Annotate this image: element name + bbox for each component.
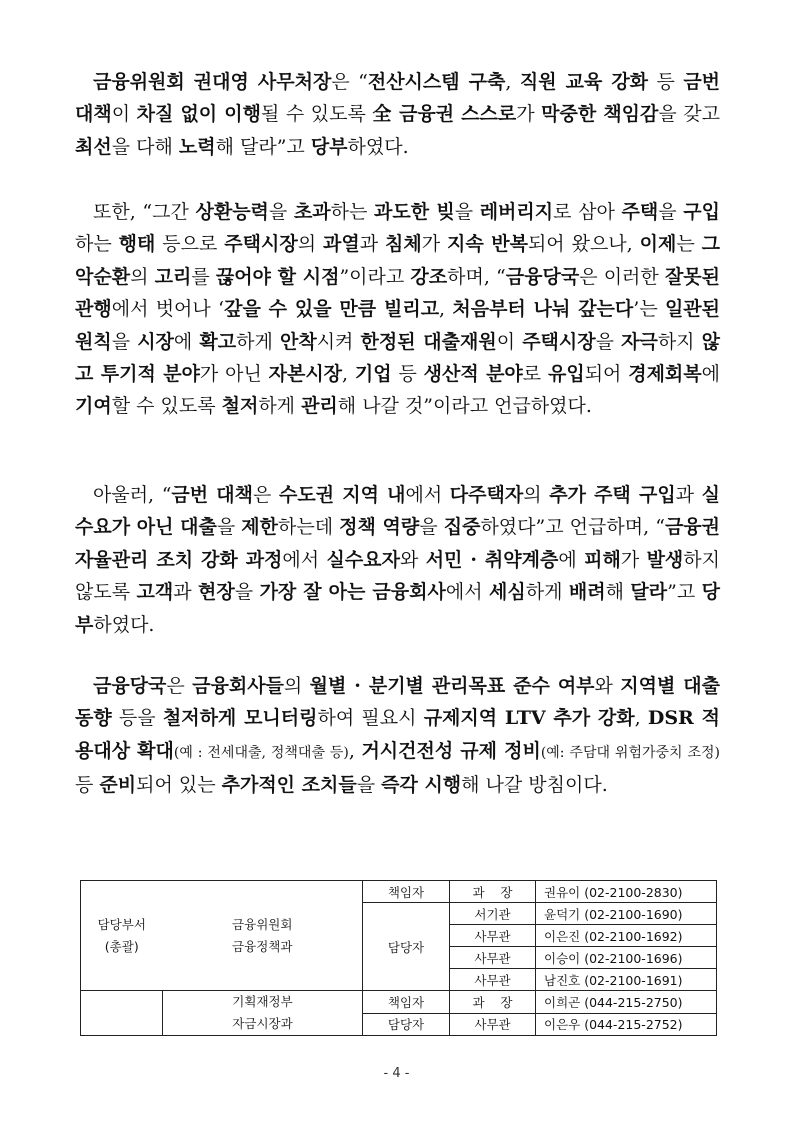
- body-text: 은: [253, 484, 279, 506]
- body-text: 하여 필요시: [317, 707, 424, 730]
- body-text: 의: [297, 233, 323, 256]
- dept-label-cell: [81, 991, 163, 1036]
- emphasis-text: 막중한 책임감: [541, 103, 659, 126]
- paragraph-4: [75, 670, 720, 802]
- body-text: (예 : 전세대출, 정책대출 등): [173, 744, 349, 761]
- emphasis-text: 생산적 분야: [423, 363, 523, 386]
- emphasis-text: 금융당국: [505, 265, 580, 288]
- body-text: 을: [216, 516, 242, 539]
- body-text: 을: [234, 581, 260, 604]
- emphasis-text: 초과: [293, 201, 331, 223]
- role-cell: 담당자: [363, 903, 450, 991]
- body-text: 해: [605, 581, 631, 604]
- emphasis-text: 확고: [199, 330, 237, 353]
- body-text: 과: [173, 581, 199, 604]
- emphasis-text: 규제지역 LTV 추가 강화: [423, 707, 635, 730]
- body-text: 하며, “: [447, 265, 506, 288]
- emphasis-text: 잘못된 관행: [75, 265, 720, 321]
- title-cell: 과 장: [450, 881, 536, 903]
- emphasis-text: 현장: [198, 581, 235, 604]
- body-text: 과: [675, 484, 702, 506]
- emphasis-text: 철저: [221, 395, 259, 418]
- emphasis-text: 차질 없이 이행: [136, 103, 261, 126]
- title-cell: 사무관: [450, 925, 536, 947]
- body-text: 또한, “그간: [93, 201, 196, 223]
- emphasis-text: 상환능력: [195, 201, 269, 223]
- emphasis-text: 금번 대책: [171, 484, 254, 506]
- emphasis-text: 기업: [354, 363, 392, 386]
- body-text: 의: [130, 265, 155, 288]
- emphasis-text: 침체: [385, 233, 422, 256]
- emphasis-text: 끊어야 할 시점: [215, 265, 340, 288]
- body-text: 을 갖고: [658, 103, 720, 126]
- dept-label-cell: [81, 881, 163, 991]
- body-text: 되어 있는: [136, 774, 222, 797]
- emphasis-text: 제한: [241, 516, 278, 539]
- body-text: 하게: [258, 395, 302, 418]
- emphasis-text: 추가적인 조치들: [221, 774, 357, 797]
- body-text: 이: [496, 330, 523, 353]
- body-text: ,: [348, 739, 362, 762]
- body-text: 등으로: [155, 233, 225, 256]
- body-text: 로 삼아: [553, 201, 622, 223]
- emphasis-text: 지역별 대출동향: [75, 675, 720, 730]
- title-cell: 서기관: [450, 903, 536, 925]
- name-phone-cell: 윤덕기 (02-2100-1690): [536, 903, 717, 925]
- emphasis-text: 가장 잘 아는 금융회사: [259, 581, 446, 604]
- body-text: 의: [283, 675, 310, 697]
- emphasis-text: 배려: [568, 581, 606, 604]
- emphasis-text: 지속 반복: [447, 233, 528, 256]
- table-row: [81, 881, 717, 903]
- body-text: 하게: [525, 581, 569, 604]
- body-text: ’는: [633, 298, 665, 321]
- page-number: - 4 -: [383, 1066, 410, 1081]
- body-text: 은: [166, 675, 193, 697]
- body-text: 을: [454, 201, 480, 223]
- role-cell: 책임자: [363, 991, 450, 1014]
- body-text: 은 이러한: [579, 265, 665, 288]
- body-text: 가 아닌: [199, 363, 269, 386]
- body-text: 하는데: [278, 516, 340, 539]
- emphasis-text: 월별 · 분기별 관리목표 준수 여부: [309, 675, 595, 697]
- emphasis-text: 서민 · 취약계층: [425, 548, 559, 571]
- fsc-org-name: 금융위원회: [232, 916, 293, 932]
- dept-sublabel: (총괄): [104, 938, 139, 954]
- emphasis-text: 안착: [279, 330, 317, 353]
- body-text: 과: [359, 233, 386, 256]
- emphasis-text: 직원 교육 강화: [519, 71, 649, 93]
- body-text: 될 수 있도록: [260, 103, 373, 126]
- body-text: 를: [191, 265, 216, 288]
- paragraph-2: [75, 196, 720, 423]
- body-text: 에: [173, 330, 200, 353]
- emphasis-text: 정책 역량: [339, 516, 420, 539]
- emphasis-text: 레버리지: [479, 201, 554, 223]
- emphasis-text: 당부: [75, 581, 720, 636]
- body-text: 하지 않도록: [75, 548, 720, 604]
- emphasis-text: 이제: [639, 233, 677, 256]
- body-text: 하는: [330, 201, 375, 223]
- body-text: 하였다.: [347, 135, 409, 158]
- emphasis-text: 금번 대책: [75, 71, 721, 126]
- mof-dept-name: 자금시장과: [232, 1016, 293, 1031]
- emphasis-text: 실수요자: [326, 548, 400, 571]
- emphasis-text: 최선: [75, 135, 112, 158]
- emphasis-text: 관리: [301, 395, 338, 418]
- emphasis-text: DSR 적용대상 확대: [75, 707, 720, 762]
- body-text: 하지: [657, 330, 702, 353]
- emphasis-text: 경제회복: [628, 363, 702, 386]
- name-phone-cell: 이은우 (044-215-2752): [536, 1013, 717, 1036]
- emphasis-text: 갚을 수 있을 만큼 빌리고: [224, 298, 440, 321]
- body-text: ,: [634, 707, 648, 730]
- emphasis-text: 강조: [410, 265, 448, 288]
- emphasis-text: 세심: [489, 581, 526, 604]
- emphasis-text: 다주택자: [449, 484, 524, 506]
- emphasis-text: 그 악순환: [75, 233, 720, 288]
- mof-org-cell: [163, 991, 363, 1036]
- body-text: 에서: [405, 484, 450, 506]
- body-text: (예: 주담대 위험가중치 조정): [540, 744, 720, 761]
- body-text: 의: [523, 484, 550, 506]
- body-text: 가: [516, 103, 542, 126]
- emphasis-text: 주택시장: [224, 233, 298, 256]
- body-text: 에: [701, 363, 720, 386]
- emphasis-text: 자극: [621, 330, 658, 353]
- body-text: ”고: [667, 581, 702, 604]
- emphasis-text: 한정된 대출재원: [360, 330, 497, 353]
- fsc-org-cell: [163, 881, 363, 991]
- emphasis-text: 주택시장: [522, 330, 596, 353]
- fsc-dept-name: 금융정책과: [232, 938, 293, 954]
- emphasis-text: 구입: [683, 201, 720, 223]
- body-text: 에서: [445, 581, 489, 604]
- body-text: 해 달라”고: [215, 135, 311, 158]
- emphasis-text: 금융회사들: [192, 675, 284, 697]
- body-text: 아울러, “: [93, 484, 172, 506]
- emphasis-text: 일관된 원칙: [75, 298, 721, 353]
- emphasis-text: 집중: [443, 516, 481, 539]
- body-text: 등을: [111, 707, 163, 730]
- body-text: 할 수 있도록: [111, 395, 222, 418]
- emphasis-text: 처음부터 나눠 갚는다: [452, 298, 634, 321]
- body-text: 을: [419, 516, 444, 539]
- emphasis-text: 거시건전성 규제 정비: [361, 739, 541, 762]
- paragraph-1: [75, 66, 720, 163]
- emphasis-text: 준비: [99, 774, 137, 797]
- body-text: 이: [111, 103, 137, 126]
- body-text: 에서: [282, 548, 327, 571]
- body-text: 가: [421, 233, 448, 256]
- emphasis-text: 금융당국: [93, 675, 167, 697]
- emphasis-text: 노력: [178, 135, 216, 158]
- body-text: 등: [391, 363, 424, 386]
- emphasis-text: 전산시스템 구축: [367, 71, 506, 93]
- body-text: 을: [356, 774, 382, 797]
- emphasis-text: 피해: [584, 548, 621, 571]
- emphasis-text: 고리: [154, 265, 192, 288]
- body-text: 등: [648, 71, 684, 93]
- body-text: 와: [594, 675, 621, 697]
- body-text: 되어 왔으나,: [527, 233, 640, 256]
- name-phone-cell: 이승이 (02-2100-1696): [536, 947, 717, 969]
- body-text: 와: [399, 548, 426, 571]
- mof-org-name: 기획재정부: [232, 994, 293, 1009]
- emphasis-text: 철저하게 모니터링: [162, 707, 318, 730]
- body-text: 에: [558, 548, 585, 571]
- emphasis-text: 금융위원회 권대영 사무처장: [93, 71, 332, 93]
- body-text: 을: [111, 330, 138, 353]
- paragraph-3: [75, 479, 720, 641]
- body-text: 은 “: [331, 71, 368, 93]
- body-text: 는: [676, 233, 702, 256]
- body-text: ,: [342, 363, 355, 386]
- emphasis-text: 수도권 지역 내: [279, 484, 406, 506]
- emphasis-text: 기여: [75, 395, 112, 418]
- emphasis-text: 즉각 시행: [381, 774, 462, 797]
- body-text: 시켜: [316, 330, 361, 353]
- emphasis-text: 발생: [646, 548, 684, 571]
- name-phone-cell: 이희곤 (044-215-2750): [536, 991, 717, 1014]
- body-text: 하게: [236, 330, 280, 353]
- body-text: 을: [268, 201, 294, 223]
- body-text: 가: [620, 548, 647, 571]
- title-cell: 사무관: [450, 1013, 536, 1036]
- contact-table: [80, 880, 717, 1036]
- emphasis-text: 과열: [323, 233, 360, 256]
- body-text: 되어: [584, 363, 629, 386]
- body-text: 해 나갈 것”이라고 언급하였다.: [337, 395, 592, 418]
- emphasis-text: 실수요가 아닌 대출: [75, 484, 720, 539]
- name-phone-cell: 이은진 (02-2100-1692): [536, 925, 717, 947]
- emphasis-text: 달라: [630, 581, 668, 604]
- role-cell: 담당자: [363, 1013, 450, 1036]
- body-text: 을 다해: [111, 135, 179, 158]
- body-text: ,: [439, 298, 453, 321]
- body-text: 을: [595, 330, 622, 353]
- emphasis-text: 않고 투기적 분야: [75, 330, 721, 386]
- body-text: 에서 벗어나 ‘: [111, 298, 225, 321]
- emphasis-text: 금융권 자율관리 조치 강화 과정: [75, 516, 720, 571]
- emphasis-text: 행태: [118, 233, 156, 256]
- emphasis-text: 유입: [547, 363, 585, 386]
- emphasis-text: 주택: [621, 201, 659, 223]
- body-text: 을: [658, 201, 684, 223]
- body-text: ,: [505, 71, 520, 93]
- body-text: 등: [75, 774, 100, 797]
- title-cell: 과 장: [450, 991, 536, 1014]
- title-cell: 사무관: [450, 969, 536, 991]
- emphasis-text: 자본시장: [268, 363, 343, 386]
- emphasis-text: 고객: [136, 581, 174, 604]
- name-phone-cell: 권유이 (02-2100-2830): [536, 881, 717, 903]
- body-text: 해 나갈 방침이다.: [461, 774, 608, 797]
- role-cell: 책임자: [363, 881, 450, 903]
- emphasis-text: 추가 주택 구입: [549, 484, 676, 506]
- title-cell: 사무관: [450, 947, 536, 969]
- name-phone-cell: 남진호 (02-2100-1691): [536, 969, 717, 991]
- emphasis-text: 全 금융권 스스로: [372, 103, 517, 126]
- body-text: 하는: [75, 233, 119, 256]
- body-text: 하였다.: [93, 613, 155, 636]
- body-text: 로: [522, 363, 548, 386]
- emphasis-text: 과도한 빚: [374, 201, 455, 223]
- dept-label: 담당부서: [97, 916, 146, 932]
- body-text: 하였다”고 언급하며, “: [480, 516, 665, 539]
- table-row: [81, 991, 717, 1014]
- body-text: ”이라고: [339, 265, 411, 288]
- emphasis-text: 시장: [137, 330, 174, 353]
- emphasis-text: 당부: [310, 135, 348, 158]
